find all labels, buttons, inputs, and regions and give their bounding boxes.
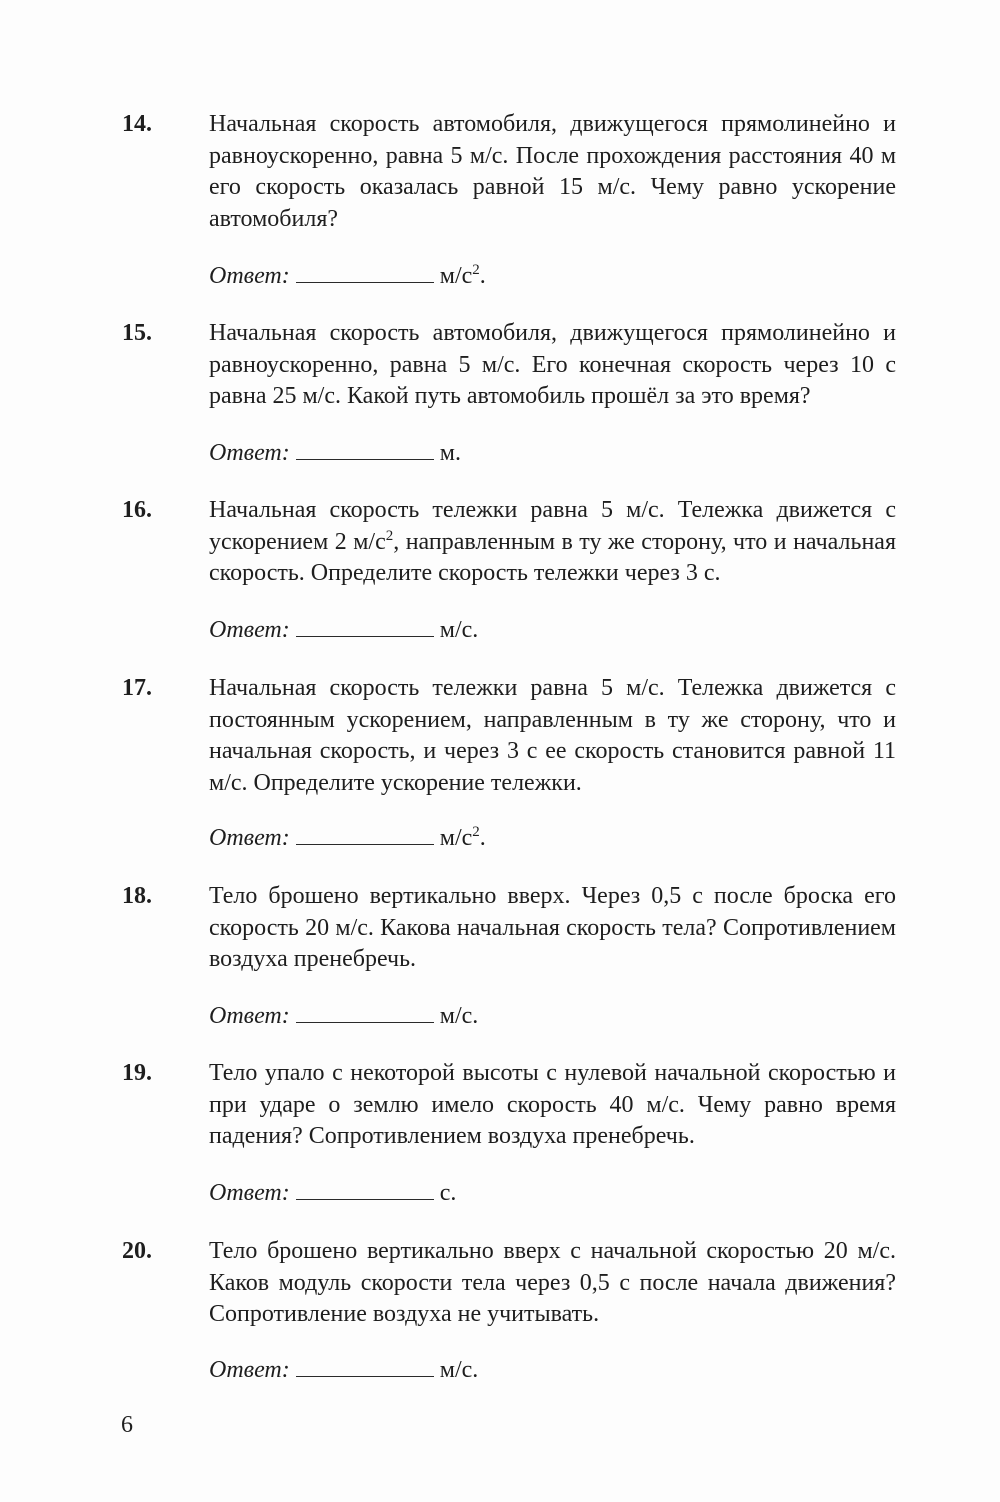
answer-line	[209, 823, 486, 855]
answer-blank[interactable]	[296, 1179, 434, 1200]
problem-text-part: Начальная скорость тележки равна 5 м/с. Тележка движется с ускорением 2 м/с	[209, 497, 896, 555]
unit-period: .	[479, 825, 486, 851]
unit-exponent: 2	[472, 824, 480, 840]
answer-label: Ответ:	[209, 440, 290, 466]
problem-number: 14.	[122, 111, 152, 137]
page-number: 6	[121, 1412, 133, 1438]
answer-blank[interactable]	[296, 824, 434, 845]
answer-label: Ответ:	[209, 617, 290, 643]
answer-line	[209, 615, 478, 647]
answer-line	[209, 438, 461, 470]
answer-blank[interactable]	[296, 1002, 434, 1023]
problem-text: Начальная скорость тележки равна 5 м/с. Тележка движется с постоянным ускорением, направленным в ту же сторону, что и начальная скорость, и через 3 с ее скорость становится равной 11 м/с. Определите ускорение тележки.	[209, 675, 896, 796]
text-exponent: 2	[385, 527, 394, 544]
answer-label: Ответ:	[209, 1003, 290, 1029]
problem-number: 19.	[122, 1060, 152, 1086]
problem-number: 18.	[122, 883, 152, 909]
answer-blank[interactable]	[296, 439, 434, 460]
problem-text: Начальная скорость автомобиля, движущегося прямолинейно и равноускоренно, равна 5 м/с. После прохождения расстояния 40 м его скорость оказалась равной 15 м/с. Чему равно ускорение автомобиля?	[209, 111, 896, 232]
problem-text-part: , направленным в ту же сторону, что и начальная скорость. Определите скорость тележки через 3 с.	[209, 528, 896, 586]
problem-number: 17.	[122, 675, 152, 701]
problem-text	[209, 495, 896, 590]
problem-number: 15.	[122, 320, 152, 346]
problem-text: Тело брошено вертикально вверх с начальной скоростью 20 м/с. Каков модуль скорости тела через 0,5 с после начала движения? Сопротивление воздуха не учитывать.	[209, 1238, 896, 1327]
problem-text: Начальная скорость автомобиля, движущегося прямолинейно и равноускоренно, равна 5 м/с. Его конечная скорость через 10 с равна 25 м/с. Какой путь автомобиль прошёл за это время?	[209, 320, 896, 409]
answer-unit: м.	[439, 440, 461, 466]
answer-blank[interactable]	[296, 616, 434, 637]
answer-unit: м/с.	[439, 1357, 479, 1383]
answer-line	[209, 261, 486, 293]
answer-label: Ответ:	[209, 1357, 290, 1383]
answer-unit: м/с.	[439, 1003, 479, 1029]
answer-label: Ответ:	[209, 263, 290, 289]
answer-unit: м/с	[439, 825, 473, 851]
answer-blank[interactable]	[296, 262, 434, 283]
answer-unit: м/с.	[439, 617, 479, 643]
answer-label: Ответ:	[209, 1180, 290, 1206]
unit-period: .	[479, 263, 486, 289]
answer-line	[209, 1001, 478, 1033]
answer-unit: м/с	[439, 263, 473, 289]
answer-line	[209, 1355, 478, 1387]
unit-exponent: 2	[472, 262, 480, 278]
problem-text: Тело брошено вертикально вверх. Через 0,5 с после броска его скорость 20 м/с. Какова начальная скорость тела? Сопротивлением воздуха пренебречь.	[209, 883, 896, 972]
answer-label: Ответ:	[209, 825, 290, 851]
answer-line	[209, 1178, 456, 1210]
problem-number: 16.	[122, 497, 152, 523]
answer-unit: с.	[439, 1180, 457, 1206]
problem-text: Тело упало с некоторой высоты с нулевой начальной скоростью и при ударе о землю имело скорость 40 м/с. Чему равно время падения? Сопротивлением воздуха пренебречь.	[209, 1060, 896, 1149]
problem-number: 20.	[122, 1238, 152, 1264]
answer-blank[interactable]	[296, 1356, 434, 1377]
